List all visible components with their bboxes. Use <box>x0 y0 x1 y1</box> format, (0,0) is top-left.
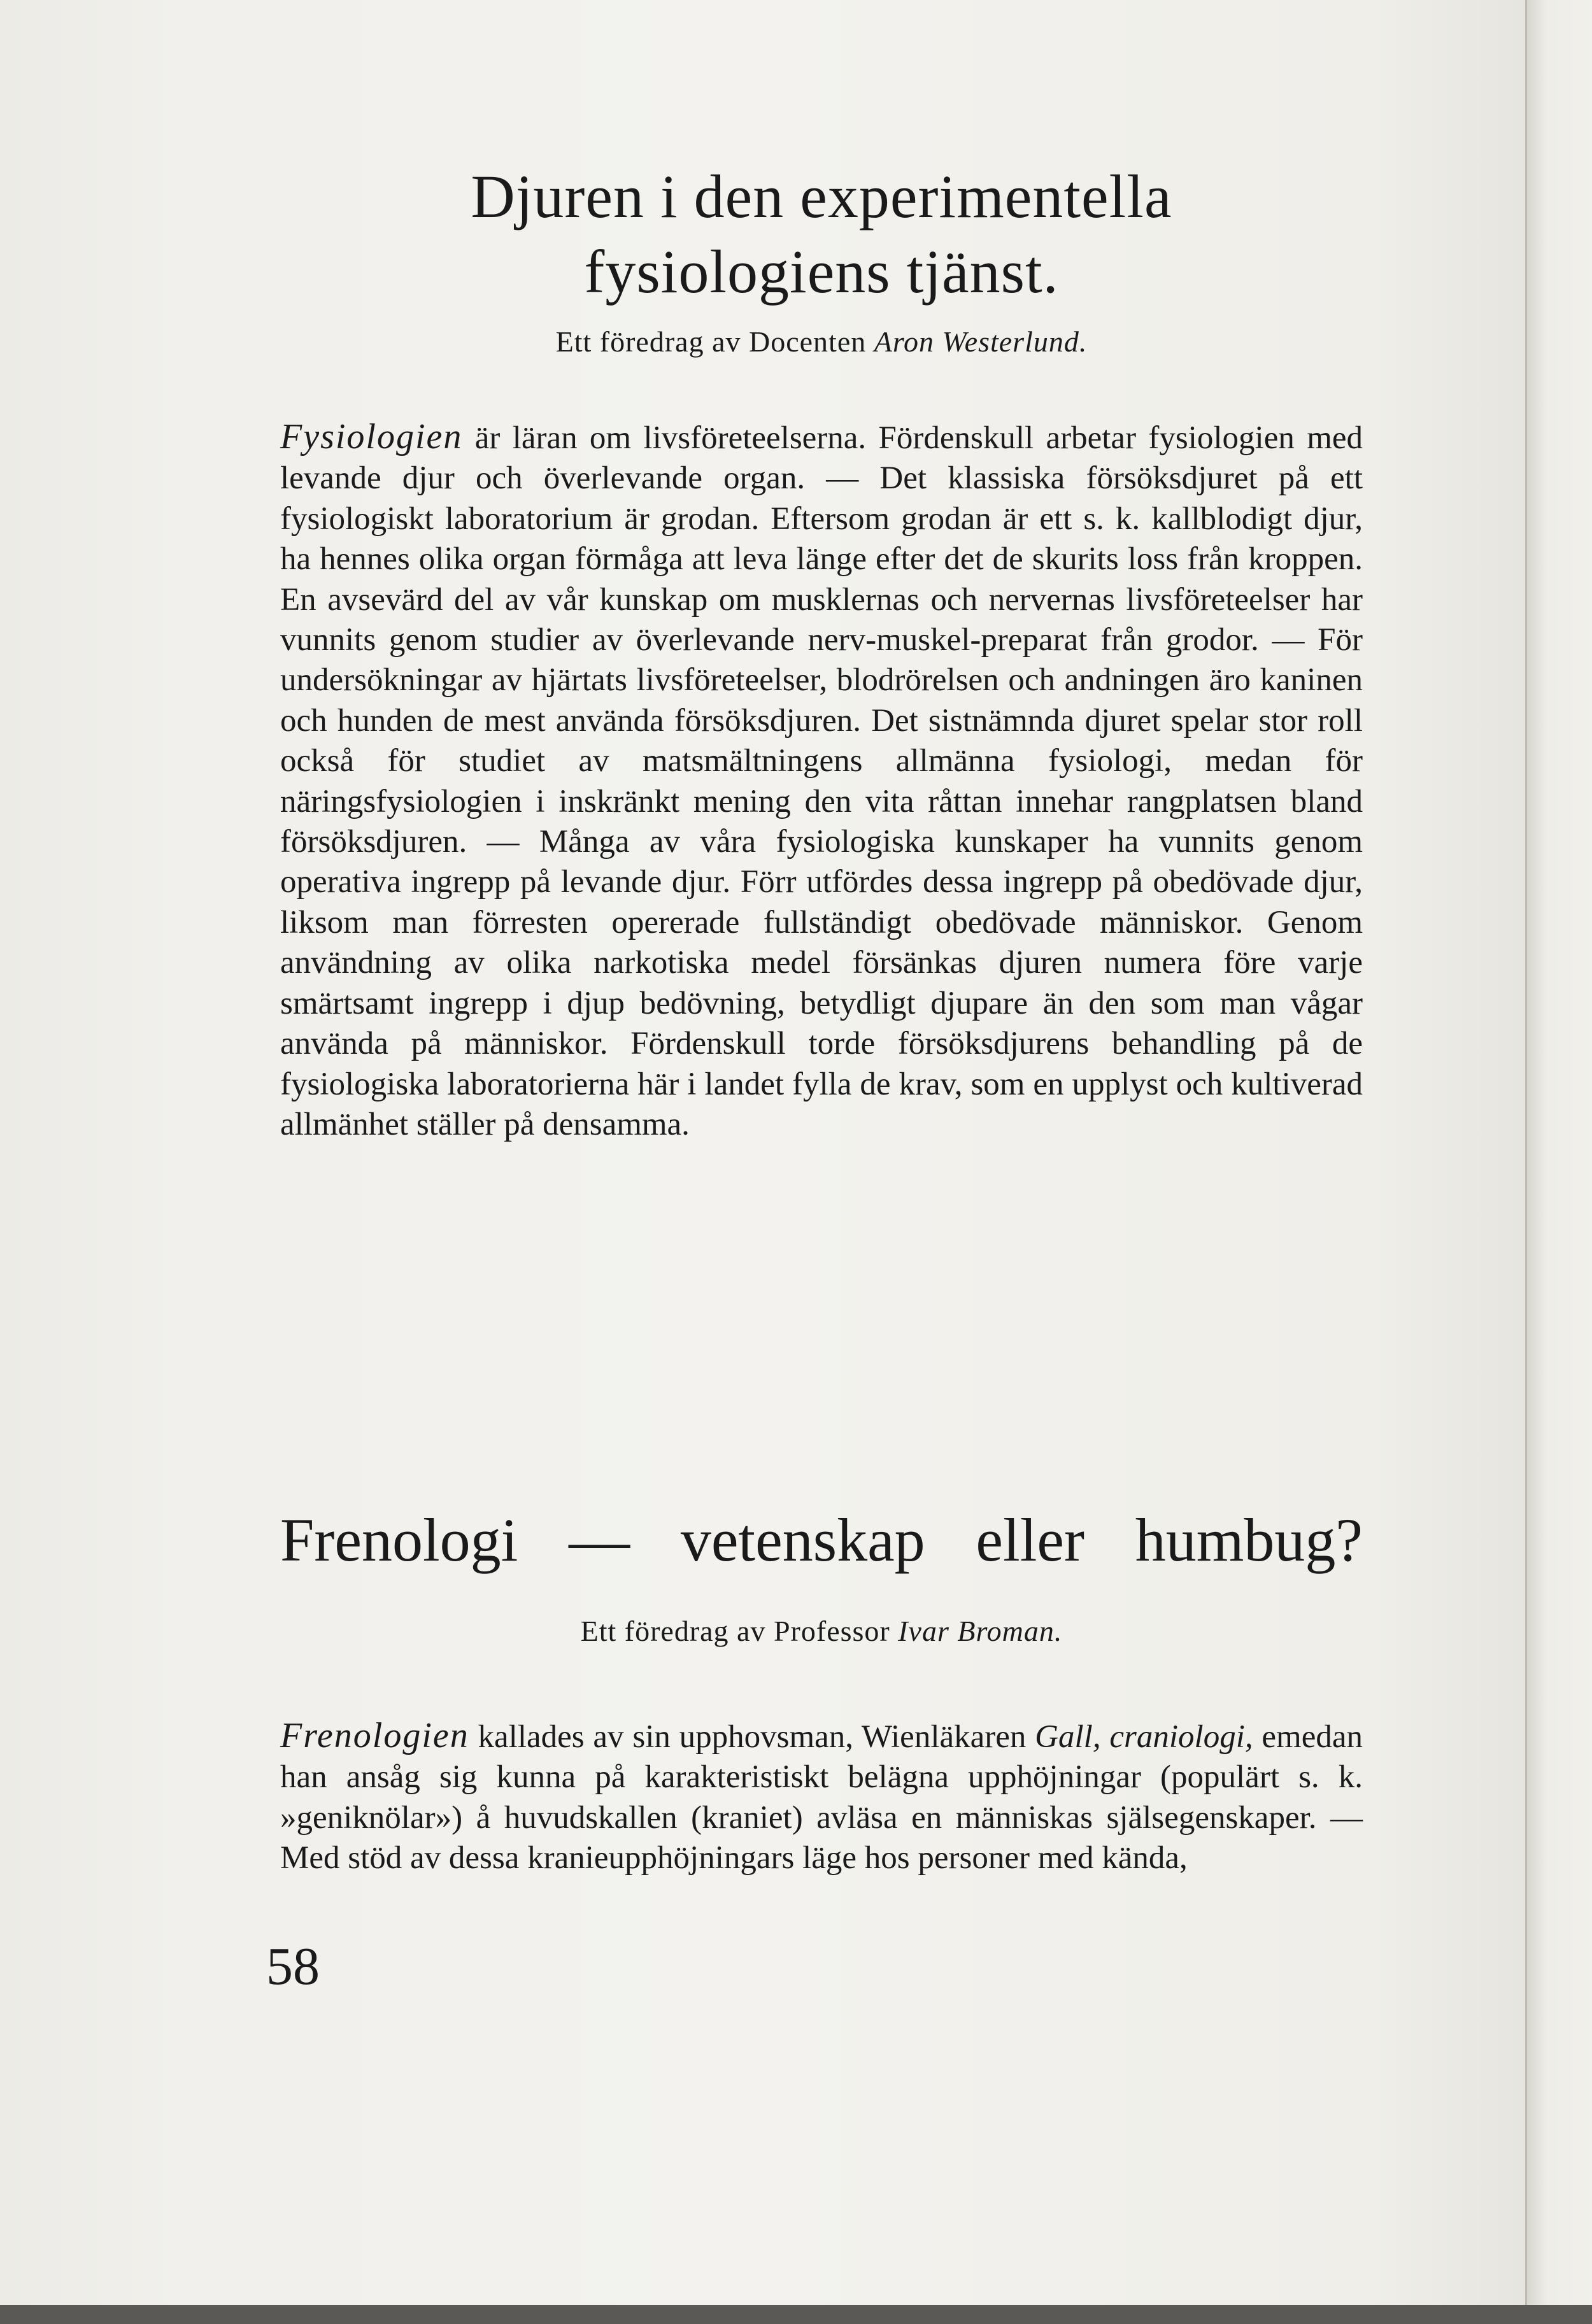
article2-title: Frenologi — vetenskap eller humbug? <box>280 1506 1363 1574</box>
article1-title <box>280 159 1363 309</box>
article1-lead-word: Fysiologien <box>280 417 463 457</box>
article2-body-italic: Gall, craniologi, <box>1035 1719 1253 1755</box>
article1-byline <box>280 325 1363 358</box>
article1-author: Aron Westerlund. <box>874 325 1088 358</box>
article1-title-line2: fysiologiens tjänst. <box>584 237 1059 306</box>
article2-body-part2: emedan han ansåg sig kunna på karakteristiskt belägna upphöjningar (populärt s. k. »geniknölar») å huvudskallen (kraniet) avläsa en människas själsegenskaper. — Med stöd av dessa kranieupphöjningars läge hos personer med kända, <box>280 1719 1363 1876</box>
article1-byline-prefix: Ett föredrag av Docenten <box>555 325 874 358</box>
article2-byline-prefix: Ett föredrag av Professor <box>580 1615 899 1647</box>
article2-author: Ivar Broman. <box>898 1615 1063 1647</box>
article2-byline <box>280 1614 1363 1648</box>
scan-bottom-edge <box>0 2305 1592 2324</box>
article1-body <box>280 417 1363 1145</box>
facing-page-edge <box>1525 0 1592 2305</box>
article1-title-line1: Djuren i den experimentella <box>471 162 1172 230</box>
article2-body-part1: kallades av sin upphovsman, Wienläkaren <box>469 1719 1035 1755</box>
article2-lead-word: Frenologien <box>280 1716 469 1755</box>
article1-body-text: är läran om livsföreteelserna. Fördenskull arbetar fysiologien med levande djur och överlevande organ. — Det klassiska försöksdjuret på ett fysiologiskt laboratorium är grodan. Eftersom grodan är ett s. k. kallblodigt djur, ha hennes olika organ förmåga att leva länge efter det de skurits loss från kroppen. En avsevärd del av vår kunskap om musklernas och nervernas livsföreteelser har vunnits genom studier av överlevande nerv-muskel-preparat från grodor. — För undersökningar av hjärtats livsföreteelser, blodrörelsen och andningen äro kaninen och hunden de mest använda försöksdjuren. Det sistnämnda djuret spelar stor roll också för studiet av matsmältningens allmänna fysiologi, medan för näringsfysiologien i inskränkt mening den vita råttan innehar rangplatsen bland försöksdjuren. — Många av våra fysiologiska kunskaper ha vunnits genom operativa ingrepp på levande djur. Förr utfördes dessa ingrepp på obedövade djur, liksom man förresten opererade fullständigt obedövade människor. Genom användning av olika narkotiska medel försänkas djuren numera före varje smärtsamt ingrepp i djup bedövning, betydligt djupare än den som man vågar använda på människor. Fördenskull torde försöksdjurens behandling på de fysiologiska laboratorierna här i landet fylla de krav, som en upplyst och kultiverad allmänhet ställer på densamma. <box>280 420 1363 1142</box>
article2-body <box>280 1716 1363 1879</box>
page-number: 58 <box>266 1937 320 1996</box>
